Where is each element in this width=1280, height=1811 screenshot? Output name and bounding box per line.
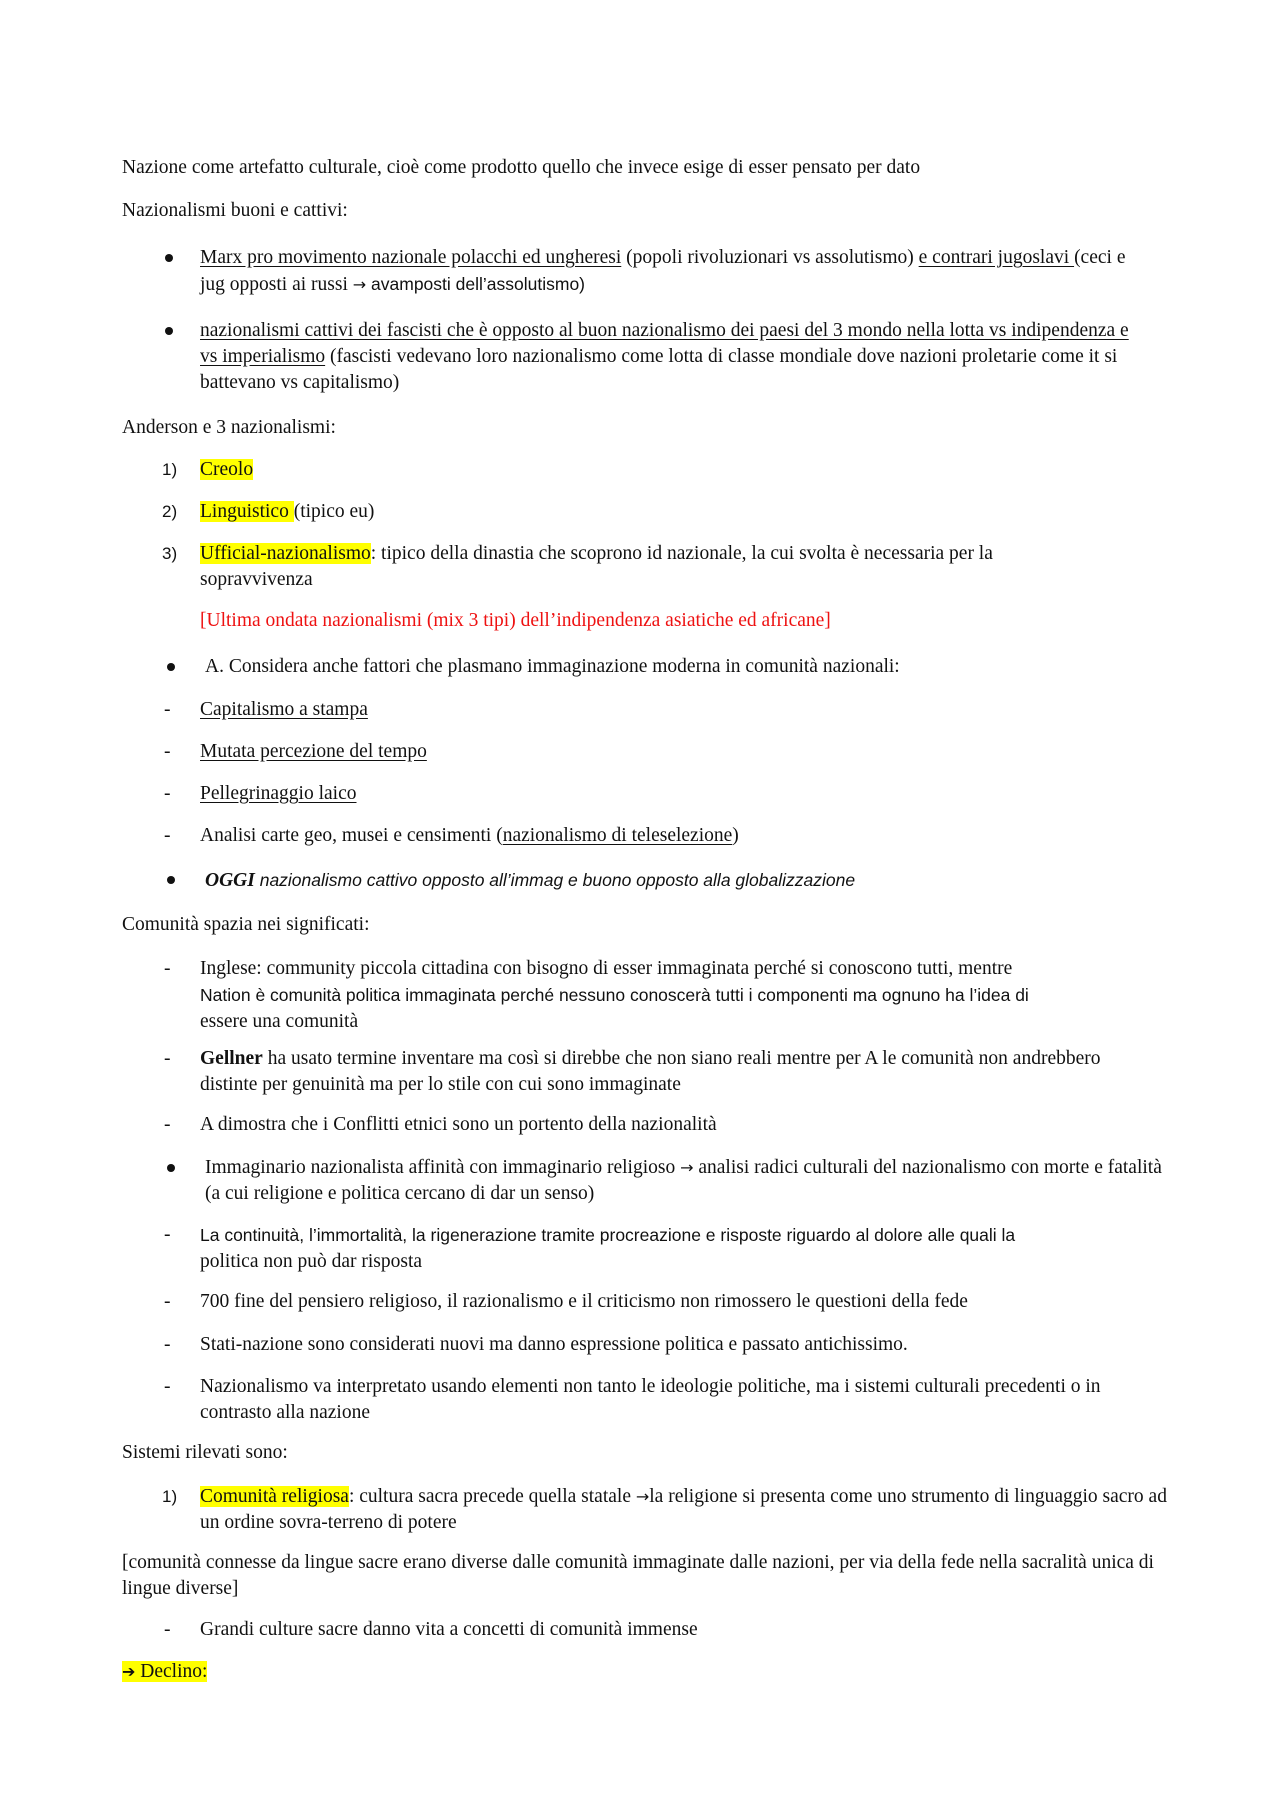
dash-item-capitalismo: - Capitalismo a stampa xyxy=(164,699,368,720)
dash-item-conflitti: - A dimostra che i Conflitti etnici sono un portento della nazionalità xyxy=(164,1114,717,1135)
bullet-dot-icon xyxy=(167,1164,175,1172)
bullet-item-oggi: OGGI nazionalismo cattivo opposto all’immag e buono opposto alla globalizzazione xyxy=(205,867,1175,894)
dash-item-grandi-culture: - Grandi culture sacre danno vita a concetti di comunità immense xyxy=(164,1619,698,1640)
dash-item-gellner: - Gellner ha usato termine inventare ma così si direbbe che non siano reali mentre per A le comunità non andrebbero distinte per genuinità ma per lo stile con cui sono immaginate xyxy=(164,1048,1101,1095)
arrow-right-icon: → xyxy=(352,275,367,294)
arrow-right-icon: → xyxy=(680,1158,694,1177)
numbered-item-comunita-religiosa: 1) Comunità religiosa: cultura sacra precede quella statale →la religione si presenta come uno strumento di linguaggio sacro ad un ordine sovra-terreno di potere xyxy=(162,1486,1167,1533)
bullet-dot-icon xyxy=(167,876,175,884)
bullet-item-marx: Marx pro movimento nazionale polacchi ed ungheresi (popoli rivoluzionari vs assolutismo) e contrari jugoslavi (ceci e jug opposti ai russi → avamposti dell’assolutismo) xyxy=(200,245,1140,298)
declino-highlight: ➔ Declino: xyxy=(122,1661,208,1682)
arrow-right-icon: → xyxy=(635,1487,650,1506)
dash-item-stati-nazione: - Stati-nazione sono considerati nuovi ma danno espressione politica e passato antichissimo. xyxy=(164,1334,908,1355)
dash-item-pellegrinaggio: - Pellegrinaggio laico xyxy=(164,783,357,804)
paragraph-heading-comunita: Comunità spazia nei significati: xyxy=(122,914,370,935)
dash-item-interpretato: - Nazionalismo va interpretato usando elementi non tanto le ideologie politiche, ma i sistemi culturali precedenti o in contrasto alla nazione xyxy=(164,1376,1101,1423)
paragraph-heading-sistemi: Sistemi rilevati sono: xyxy=(122,1442,288,1463)
paragraph-intro: Nazione come artefatto culturale, cioè come prodotto quello che invece esige di esser pensato per dato xyxy=(122,157,921,178)
bullet-dot-icon xyxy=(165,327,173,335)
dash-item-700: - 700 fine del pensiero religioso, il razionalismo e il criticismo non rimossero le questioni della fede xyxy=(164,1291,968,1312)
numbered-item-linguistico: 2) Linguistico (tipico eu) xyxy=(162,501,375,522)
bullet-item-fascisti: nazionalismi cattivi dei fascisti che è opposto al buon nazionalismo dei paesi del 3 mondo nella lotta vs indipendenza e vs imperialismo (fascisti vedevano loro nazionalismo come lotta di classe mondiale dove nazioni proletarie come it si battevano vs capitalismo) xyxy=(200,318,1140,396)
bullet-item-considera: A. Considera anche fattori che plasmano immaginazione moderna in comunità nazionali: xyxy=(205,654,1175,680)
paragraph-heading-nazionalismi: Nazionalismi buoni e cattivi: xyxy=(122,200,348,221)
bullet-dot-icon xyxy=(165,254,173,262)
bullet-dot-icon xyxy=(167,663,175,671)
red-note: [Ultima ondata nazionalismi (mix 3 tipi) dell’indipendenza asiatiche ed africane] xyxy=(200,610,831,631)
dash-item-analisi: - Analisi carte geo, musei e censimenti (nazionalismo di teleselezione) xyxy=(164,825,739,846)
bullet-item-immaginario: Immaginario nazionalista affinità con immaginario religioso → analisi radici culturali del nazionalismo con morte e fatalità (a cui religione e politica cercano di dar un senso) xyxy=(205,1155,1165,1207)
paragraph-declino xyxy=(122,1659,1172,1685)
dash-item-continuita: - La continuità, l’immortalità, la rigenerazione tramite procreazione e risposte riguardo al dolore alle quali la politica non può dar risposta xyxy=(164,1224,1016,1272)
numbered-item-ufficial: 3) Ufficial-nazionalismo: tipico della dinastia che scoprono id nazionale, la cui svolta è necessaria per la sopravvivenza xyxy=(162,543,993,590)
paragraph-heading-anderson: Anderson e 3 nazionalismi: xyxy=(122,417,336,438)
paragraph-lingue-sacre: [comunità connesse da lingue sacre erano diverse dalle comunità immaginate dalle nazioni, per via della fede nella sacralità unica di lingue diverse] xyxy=(122,1552,1154,1599)
numbered-item-creolo: 1) Creolo xyxy=(162,459,254,480)
arrow-right-icon: ➔ xyxy=(122,1662,136,1681)
dash-item-percezione: - Mutata percezione del tempo xyxy=(164,741,427,762)
dash-item-inglese: - Inglese: community piccola cittadina con bisogno di esser immaginata perché si conoscono tutti, mentre Nation è comunità politica immaginata perché nessuno conoscerà tutti i componenti ma ognuno ha l’idea di essere una comunità xyxy=(164,958,1029,1032)
